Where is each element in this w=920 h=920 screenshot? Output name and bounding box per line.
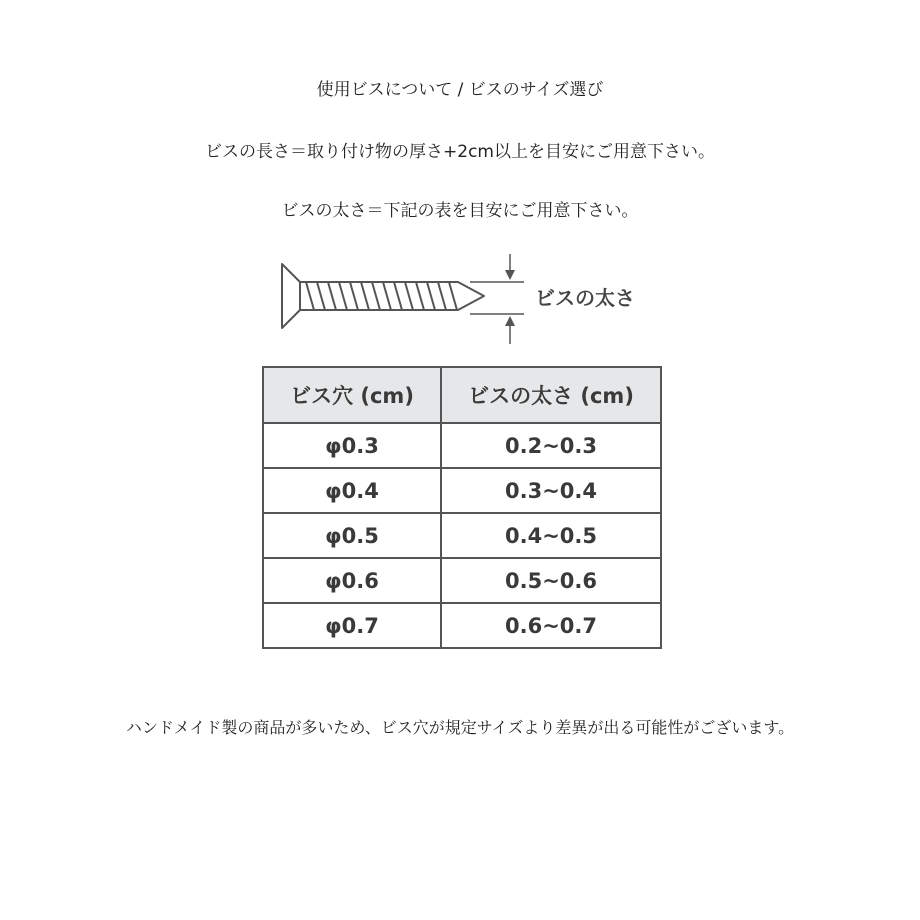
header-hole-size: ビス穴 (cm) <box>263 367 441 423</box>
cell-screw-thickness: 0.5~0.6 <box>441 558 661 603</box>
screw-thread-line <box>427 282 435 310</box>
screw-thread-line <box>361 282 369 310</box>
screw-thread-line <box>394 282 402 310</box>
screw-thread-line <box>372 282 380 310</box>
screw-thread-line <box>350 282 358 310</box>
table-header-row <box>263 367 661 423</box>
screw-thread-line <box>438 282 446 310</box>
variance-note: ハンドメイド製の商品が多いため、ビス穴が規定サイズより差異が出る可能性がございます。 <box>125 718 795 737</box>
cell-hole-size: φ0.7 <box>263 603 441 648</box>
screw-length-rule: ビスの長さ＝取り付け物の厚さ+2cm以上を目安にご用意下さい。 <box>205 142 715 162</box>
screw-thread-line <box>449 282 457 310</box>
cell-screw-thickness: 0.2~0.3 <box>441 423 661 468</box>
screw-thread-line <box>328 282 336 310</box>
screw-thread-line <box>416 282 424 310</box>
diagram-label: ビスの太さ <box>535 286 635 310</box>
table-row <box>263 468 661 513</box>
screw-size-table <box>262 366 662 649</box>
table-row <box>263 513 661 558</box>
cell-hole-size: φ0.4 <box>263 468 441 513</box>
screw-thread-line <box>339 282 347 310</box>
screw-thread-line <box>317 282 325 310</box>
page-title: 使用ビスについて / ビスのサイズ選び <box>316 80 604 100</box>
screw-head <box>282 264 300 328</box>
screw-thread-line <box>405 282 413 310</box>
cell-screw-thickness: 0.6~0.7 <box>441 603 661 648</box>
table-row <box>263 423 661 468</box>
cell-screw-thickness: 0.3~0.4 <box>441 468 661 513</box>
table-row <box>263 558 661 603</box>
screw-thread-line <box>306 282 314 310</box>
cell-hole-size: φ0.3 <box>263 423 441 468</box>
header-screw-thickness: ビスの太さ (cm) <box>441 367 661 423</box>
screw-thread-line <box>383 282 391 310</box>
screw-threads <box>306 282 457 310</box>
table-row <box>263 603 661 648</box>
cell-hole-size: φ0.6 <box>263 558 441 603</box>
screw-thickness-rule: ビスの太さ＝下記の表を目安にご用意下さい。 <box>281 201 639 221</box>
cell-hole-size: φ0.5 <box>263 513 441 558</box>
cell-screw-thickness: 0.4~0.5 <box>441 513 661 558</box>
